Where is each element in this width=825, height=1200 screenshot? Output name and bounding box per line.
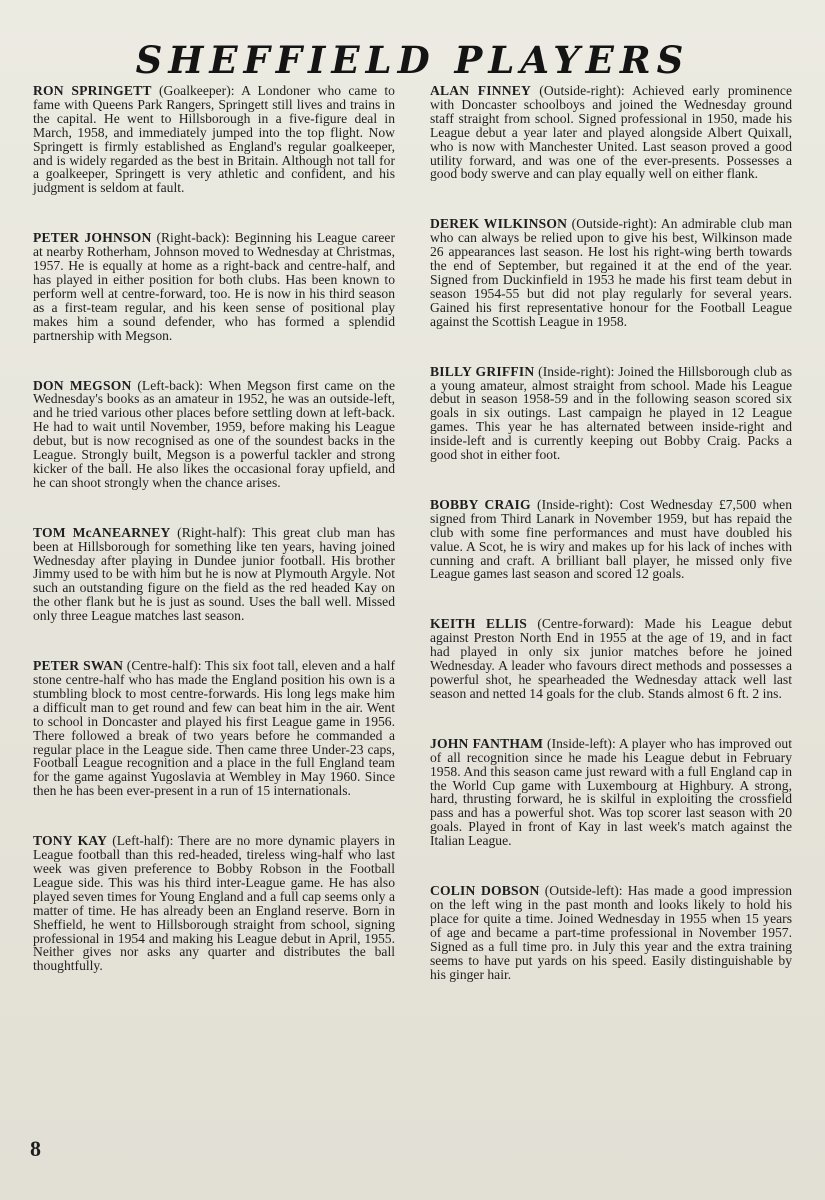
page-number: 8 [30, 1136, 41, 1161]
player-bio: An admirable club man who can always be relied upon to give his best, Wilkinson made 26 appearances last season. He lost his right-wing berth towards the end of September, but regained it at the end of the year. Signed from Duckinfield in 1953 he made his first team debut in season 1954-55 but did not play regularly for several years. Gained his first representative honour for the Football League against the Scottish League in 1958. [430, 216, 792, 329]
player-bio: There are no more dynamic players in League football than this red-headed, tireless wing-half who last week was given preference to Bobby Robson in the Football League side. This was his third inter-League game. He has also played seven times for Young England and a full cap seems only a matter of time. He has already been an England reserve. Born in Sheffield, he went to Hillsborough straight from school, signing professional in 1954 and making his League debut in April, 1955. Neither gives nor asks any quarter and distributes the ball thoughtfully. [33, 833, 396, 974]
left-column [33, 84, 395, 1009]
player-position: (Right-back): [156, 230, 230, 246]
player-bio: Made his League debut against Preston North End in 1955 at the age of 19, and in fact had played in only six junior matches before he joined Wednesday. A leader who favours direct methods and possesses a powerful shot, he spearheaded the Wednesday attack well last season and netted 14 goals for the club. Stands almost 6 ft. 2 ins. [430, 616, 792, 701]
player-entry [430, 217, 792, 328]
player-entry [430, 84, 792, 181]
player-bio: Joined the Hillsborough club as a young amateur, almost straight from school. Made his League debut in season 1958-59 and in the following season scored six goals in six outings. Last campaign he played in 12 League games. This year he has alternated between inside-right and inside-left and is currently keeping out Bobby Craig. Packs a good shot in either foot. [430, 363, 793, 463]
player-name: DEREK WILKINSON [430, 216, 568, 232]
player-bio: A player who has improved out of all recognition since he made his League debut in February 1958. And this season came just reward with a full England cap in the World Cup game with Luxembourg at Highbury. A strong, hard, thrusting forward, he is skilful in exploiting the crossfield pass and has a powerful shot. Was top scorer last season with 20 goals. Played in front of Kay in last week's match against the Italian League. [430, 735, 792, 849]
player-position: (Outside-left): [544, 883, 623, 899]
player-name: BOBBY CRAIG [430, 496, 531, 512]
player-position: (Inside-right): [537, 496, 614, 512]
player-bio: Has made a good impression on the left wing in the past month and looks likely to hold his place for quite a time. Joined Wednesday in 1955 when 15 years of age and became a part-time professional in November 1957. Signed as a full time pro. in July this year and the extra training seems to have put yards on his speed. Easily distinguishable by his ginger hair. [430, 883, 792, 982]
player-position: (Centre-half): [126, 658, 202, 674]
player-entry [33, 834, 395, 973]
player-entry [33, 659, 395, 798]
player-bio: This six foot tall, eleven and a half stone centre-half who has made the England position his own is a stumbling block to most centre-forwards. His long legs make him a difficult man to get round and few can beat him in the air. Went to school in Doncaster and played his first League game in 1956. There followed a break of two years before he commanded a regular place in the League side. Then came three Under-23 caps, Football League recognition and a place in the full England team for the game against Yugoslavia at Wembley in May 1960. Since then he has been ever-present in a run of 15 internationals. [33, 658, 395, 799]
player-name: TONY KAY [33, 833, 108, 849]
player-position: (Inside-left): [547, 735, 616, 751]
player-entry [33, 84, 395, 195]
player-entry [33, 231, 395, 342]
player-name: RON SPRINGETT [33, 83, 152, 98]
player-entry [430, 365, 792, 462]
player-entry [430, 498, 792, 581]
player-bio: Cost Wednesday £7,500 when signed from Third Lanark in November 1959, but has repaid the club with some fine performances and must have doubled his value. A Scot, he is wiry and makes up for his lack of inches with cunning and craft. A brilliant ball player, he missed only five League games last season and scored 12 goals. [430, 496, 793, 582]
player-entry [430, 617, 792, 700]
player-position: (Left-half): [112, 833, 174, 849]
player-position: (Outside-right): [539, 83, 625, 98]
player-position: (Centre-forward): [537, 616, 634, 632]
player-bio: This great club man has been at Hillsborough for something like ten years, having joined Wednesday after playing in Dundee junior football. His brother Jimmy used to be with him but he is now at Plymouth Argyle. Not such an outstanding figure on the field as the red headed Kay on the other flank but he is just as sound. Uses the ball well. Missed only three League matches last season. [33, 524, 395, 624]
player-bio: Achieved early prominence with Doncaster schoolboys and joined the Wednesday ground staff straight from school. Signed professional in 1950, made his League debut a year later and played alongside Albert Quixall, who is now with Manchester United. Last season proved a good utility forward, and was one of the ever-presents. Possesses a good body swerve and can play equally well on either flank. [430, 83, 792, 182]
player-position: (Outside-right): [571, 216, 657, 232]
player-name: JOHN FANTHAM [430, 735, 544, 751]
player-name: KEITH ELLIS [430, 616, 528, 632]
player-name: PETER SWAN [33, 658, 124, 674]
player-bio: When Megson first came on the Wednesday's books as an amateur in 1952, he was an outside-left, and he tried various other places before settling down at left-back. He had to wait until November, 1959, before making his League debut, but is now recognised as one of the soundest backs in the League. Strongly built, Megson is a powerful tackler and strong kicker of the ball. He also likes the occasional foray upfield, and he can shoot strongly when the chance arises. [33, 377, 396, 490]
player-name: BILLY GRIFFIN [430, 363, 535, 379]
player-entry [33, 379, 395, 490]
player-name: ALAN FINNEY [430, 83, 532, 98]
page-title: SHEFFIELD PLAYERS [135, 38, 690, 82]
player-name: PETER JOHNSON [33, 230, 152, 246]
player-position: (Left-back): [137, 377, 204, 393]
player-name: DON MEGSON [33, 377, 132, 393]
player-entry [430, 737, 792, 848]
player-name: COLIN DOBSON [430, 883, 540, 899]
player-name: TOM McANEARNEY [33, 524, 171, 540]
player-position: (Right-half): [177, 524, 246, 540]
player-bio: Beginning his League career at nearby Rotherham, Johnson moved to Wednesday at Christmas, 1957. He is equally at home as a right-back and centre-half, and has played in either position for both clubs. Has been known to perform well at centre-forward, too. He is now in his third season as a first-team regular, and his keen sense of positional play makes him a sound defender, who has formed a splendid partnership with Megson. [33, 230, 395, 343]
player-position: (Goalkeeper): [159, 83, 235, 98]
player-bio: A Londoner who came to fame with Queens Park Rangers, Springett still lives and trains in the capital. He went to Hillsborough in a five-figure deal in March, 1958, and immediately jumped into the top flight. Now Springett is firmly established as England's regular goalkeeper, and is widely regarded as the best in Britain. Although not tall for a goalkeeper, Springett is very athletic and confident, and his judgment is seldom at fault. [33, 83, 395, 196]
right-column [430, 84, 792, 1017]
player-entry [430, 884, 792, 981]
player-position: (Inside-right): [538, 363, 615, 379]
player-entry [33, 526, 395, 623]
